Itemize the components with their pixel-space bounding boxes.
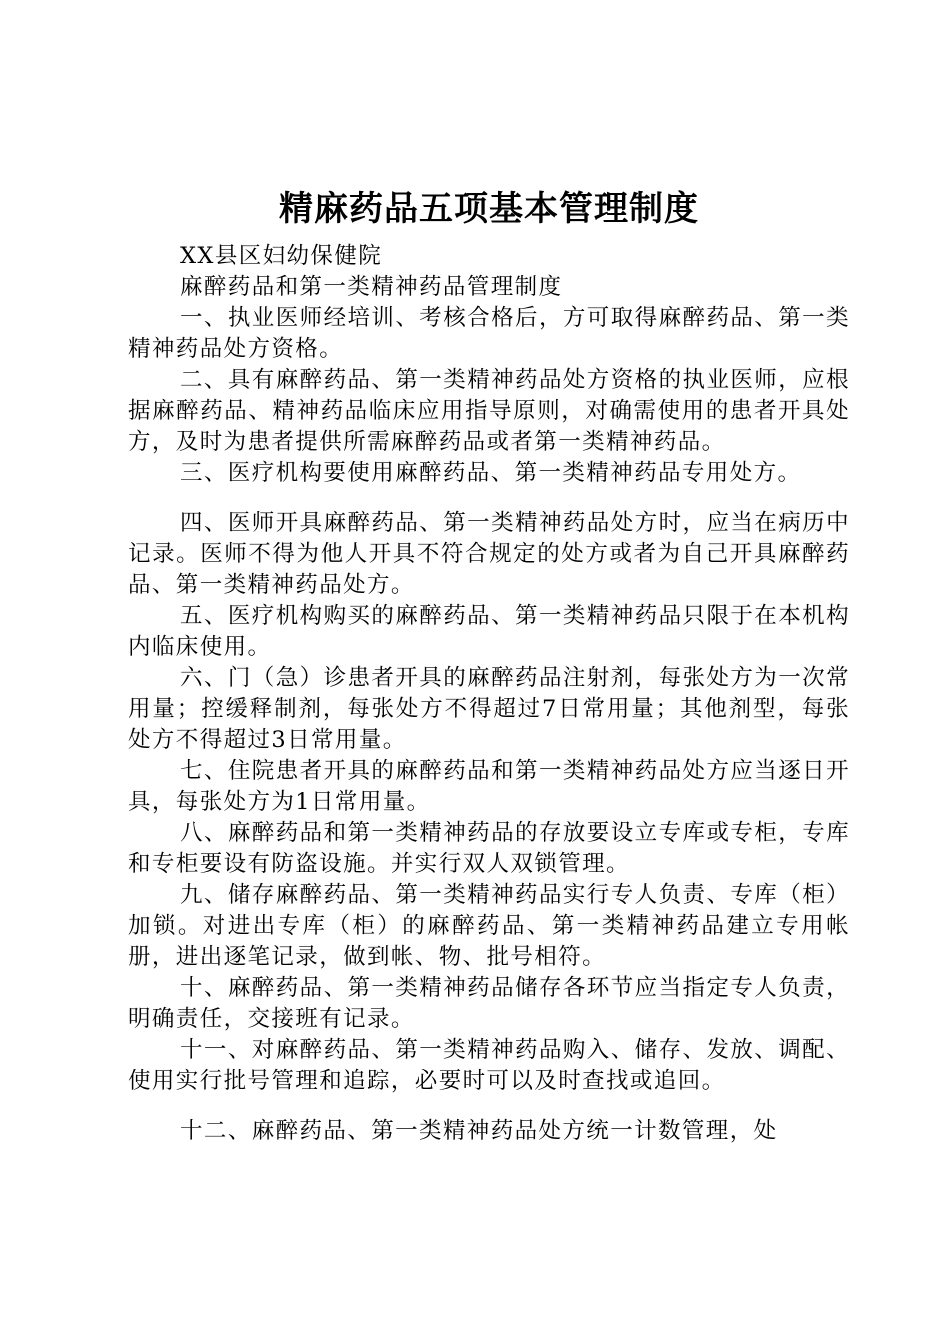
- clause-9: 九、储存麻醉药品、第一类精神药品实行专人负责、专库（柜）加锁。对进出专库（柜）的麻醉药品、第一类精神药品建立专用帐册，进出逐笔记录，做到帐、物、批号相符。: [128, 882, 850, 970]
- clause-8: 八、麻醉药品和第一类精神药品的存放要设立专库或专柜，专库和专柜要设有防盗设施。并实行双人双锁管理。: [128, 820, 850, 877]
- clause-4: 四、医师开具麻醉药品、第一类精神药品处方时，应当在病历中记录。医师不得为他人开具不符合规定的处方或者为自己开具麻醉药品、第一类精神药品处方。: [128, 510, 850, 598]
- clause-12: 十二、麻醉药品、第一类精神药品处方统一计数管理，处: [180, 1118, 778, 1144]
- document-page: [128, 183, 850, 1147]
- clause-6: 六、门（急）诊患者开具的麻醉药品注射剂，每张处方为一次常用量；控缓释制剂，每张处方不得超过7日常用量；其他剂型，每张处方不得超过3日常用量。: [128, 665, 850, 753]
- hospital-name: XX县区妇幼保健院: [180, 243, 383, 269]
- document-title: 精麻药品五项基本管理制度: [279, 189, 699, 229]
- clause-11: 十一、对麻醉药品、第一类精神药品购入、储存、发放、调配、使用实行批号管理和追踪，必要时可以及时查找或追回。: [128, 1037, 850, 1094]
- clause-1: 一、执业医师经培训、考核合格后，方可取得麻醉药品、第一类精神药品处方资格。: [128, 305, 850, 362]
- clause-2: 二、具有麻醉药品、第一类精神药品处方资格的执业医师，应根据麻醉药品、精神药品临床应用指导原则，对确需使用的患者开具处方，及时为患者提供所需麻醉药品或者第一类精神药品。: [128, 367, 850, 455]
- clause-7: 七、住院患者开具的麻醉药品和第一类精神药品处方应当逐日开具，每张处方为1日常用量。: [128, 758, 850, 815]
- clause-5: 五、医疗机构购买的麻醉药品、第一类精神药品只限于在本机构内临床使用。: [128, 603, 850, 660]
- clause-3: 三、医疗机构要使用麻醉药品、第一类精神药品专用处方。: [180, 460, 802, 486]
- regulation-subtitle: 麻醉药品和第一类精神药品管理制度: [180, 274, 563, 300]
- clause-10: 十、麻醉药品、第一类精神药品储存各环节应当指定专人负责，明确责任，交接班有记录。: [128, 975, 850, 1032]
